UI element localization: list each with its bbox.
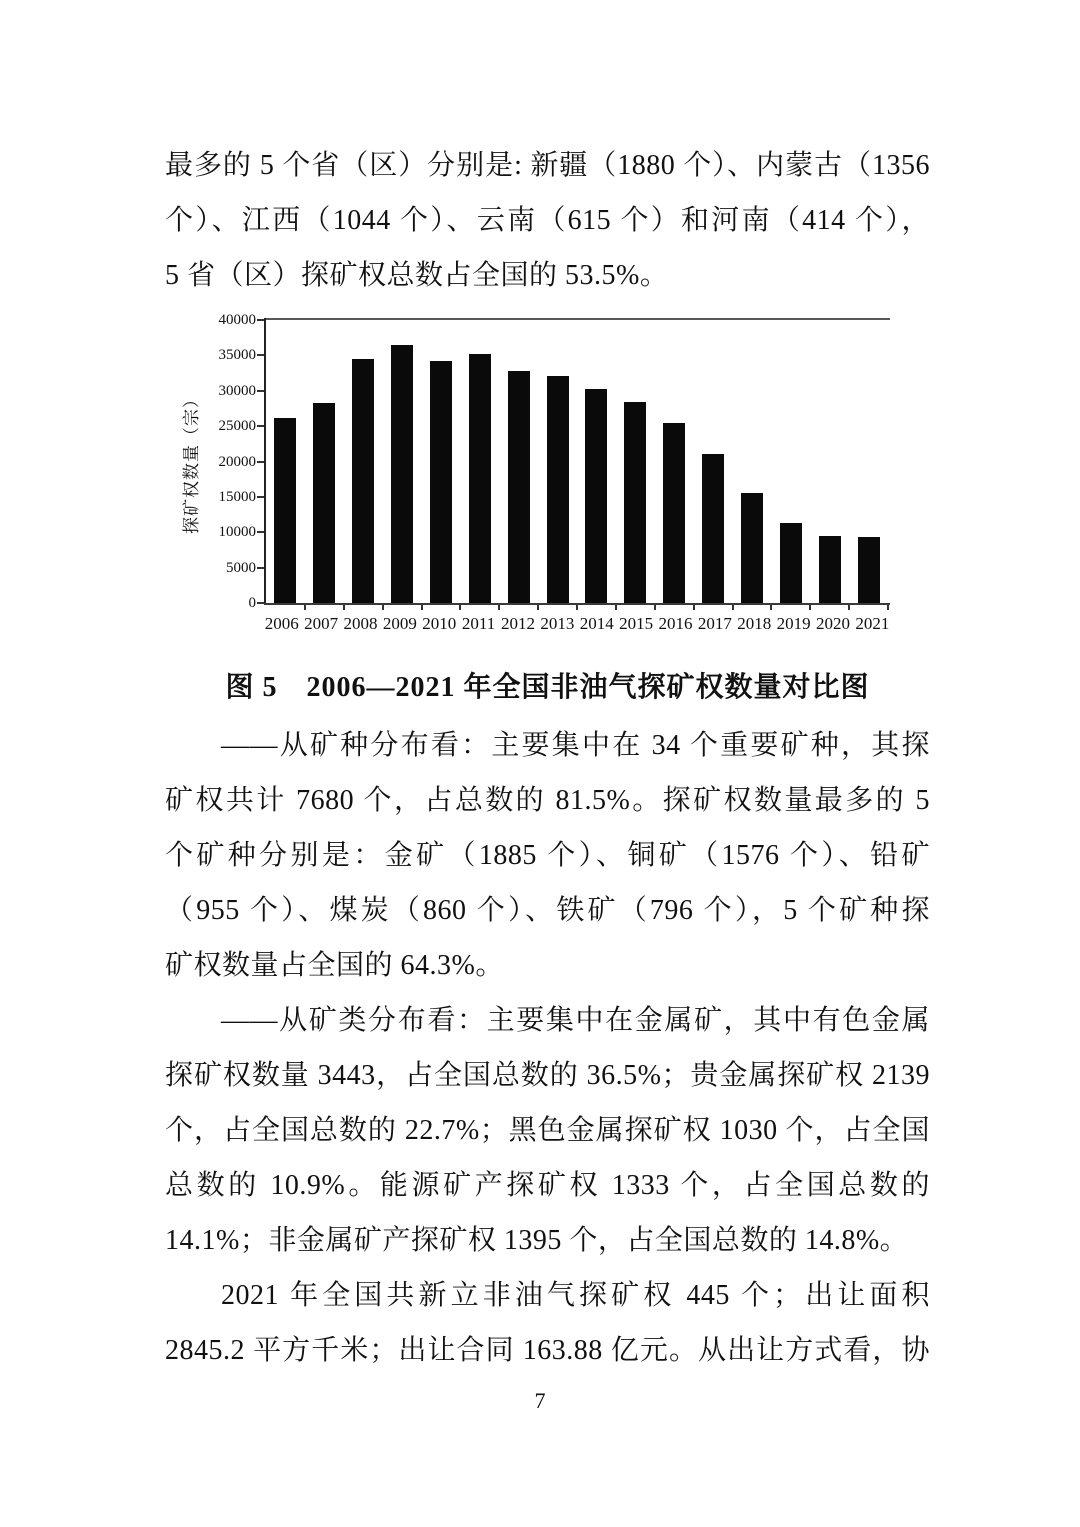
x-tick-mark: [576, 605, 578, 610]
bar-slot: [733, 320, 772, 603]
text-line: 总数的 10.9%。能源矿产探矿权 1333 个，占全国总数的: [165, 1170, 930, 1201]
y-tick-label: 15000: [218, 488, 256, 505]
x-tick-mark: [459, 605, 461, 610]
x-tick-label: 2013: [540, 614, 575, 633]
x-tick-mark: [304, 605, 306, 610]
bar-2015: [624, 402, 646, 603]
bar-slot: [422, 320, 461, 603]
bar-2018: [741, 493, 763, 603]
y-tick-label: 5000: [226, 559, 256, 576]
x-tick-label: 2014: [579, 614, 614, 633]
x-tick-mark: [615, 605, 617, 610]
x-tick-label: 2010: [422, 614, 457, 633]
x-tick-label: 2020: [815, 614, 850, 633]
x-axis-tick-marks: [266, 605, 888, 611]
y-tick-label: 20000: [218, 453, 256, 470]
text-line: （955 个）、煤炭（860 个）、铁矿（796 个），5 个矿种探: [165, 895, 930, 926]
text-line: 2021 年全国共新立非油气探矿权 445 个；出让面积: [221, 1280, 930, 1311]
x-tick-mark: [498, 605, 500, 610]
bar-slot: [655, 320, 694, 603]
x-tick-mark: [654, 605, 656, 610]
x-tick-label: 2019: [776, 614, 811, 633]
bar-slot: [499, 320, 538, 603]
bar-2009: [391, 345, 413, 603]
paragraph-mineral-types: [165, 718, 930, 993]
x-tick-label: 2016: [658, 614, 693, 633]
bar-2008: [352, 359, 374, 603]
x-tick-label: 2007: [304, 614, 339, 633]
bar-2021: [858, 537, 880, 604]
bar-slot: [810, 320, 849, 603]
y-tick-label: 25000: [218, 418, 256, 435]
x-tick-mark: [848, 605, 850, 610]
x-axis-tick-labels: [262, 614, 892, 640]
page-number: 7: [534, 1388, 546, 1413]
x-tick-mark: [343, 605, 345, 610]
x-tick-mark: [887, 605, 889, 610]
text-line: ——从矿种分布看：主要集中在 34 个重要矿种，其探: [221, 730, 930, 761]
text-line: ——从矿类分布看：主要集中在金属矿，其中有色金属: [221, 1005, 930, 1036]
bar-2014: [585, 389, 607, 603]
y-tick-label: 0: [248, 595, 256, 611]
bar-slot: [460, 320, 499, 603]
text-line: 矿权数量占全国的 64.3%。: [165, 950, 504, 981]
x-tick-label: 2012: [500, 614, 535, 633]
y-axis-label: 探矿权数量（宗）: [182, 390, 201, 534]
bar-2020: [819, 536, 841, 603]
bar-slot: [305, 320, 344, 603]
text-line: 14.1%；非金属矿产探矿权 1395 个，占全国总数的 14.8%。: [165, 1225, 909, 1256]
bar-2007: [313, 403, 335, 603]
bar-slot: [538, 320, 577, 603]
bar-slot: [577, 320, 616, 603]
text-line: 个，占全国总数的 22.7%；黑色金属探矿权 1030 个，占全国: [165, 1115, 930, 1146]
x-tick-label: 2021: [855, 614, 890, 633]
x-tick-label: 2018: [737, 614, 772, 633]
text-line: 个矿种分别是：金矿（1885 个）、铜矿（1576 个）、铅矿: [165, 840, 930, 871]
x-tick-mark: [809, 605, 811, 610]
figure-caption: 图 5 2006—2021 年全国非油气探矿权数量对比图: [225, 672, 870, 703]
x-tick-mark: [382, 605, 384, 610]
y-tick-label: 30000: [218, 382, 256, 399]
x-tick-mark: [693, 605, 695, 610]
text-line: 探矿权数量 3443，占全国总数的 36.5%；贵金属探矿权 2139: [165, 1060, 930, 1091]
bar-slot: [266, 320, 305, 603]
x-tick-label: 2009: [382, 614, 417, 633]
x-tick-label: 2017: [697, 614, 732, 633]
x-tick-label: 2015: [619, 614, 654, 633]
bar-2010: [430, 361, 452, 603]
bar-slot: [344, 320, 383, 603]
y-tick-label: 35000: [218, 347, 256, 364]
x-tick-label: 2011: [461, 614, 496, 633]
bar-2006: [274, 418, 296, 603]
bar-slot: [771, 320, 810, 603]
bar-2013: [547, 376, 569, 603]
x-tick-label: 2008: [343, 614, 378, 633]
x-tick-mark: [421, 605, 423, 610]
bar-slot: [694, 320, 733, 603]
text-line: 2845.2 平方千米；出让合同 163.88 亿元。从出让方式看，协: [165, 1335, 930, 1366]
text-line: 个）、江西（1044 个）、云南（615 个）和河南（414 个），: [165, 205, 930, 236]
x-tick-label: 2006: [264, 614, 299, 633]
y-axis-tick-labels: [150, 312, 256, 611]
bar-2012: [508, 371, 530, 603]
text-line: 矿权共计 7680 个，占总数的 81.5%。探矿权数量最多的 5: [165, 785, 930, 816]
text-line: 最多的 5 个省（区）分别是: 新疆（1880 个）、内蒙古（1356: [165, 150, 930, 181]
text-line: 5 省（区）探矿权总数占全国的 53.5%。: [165, 260, 669, 291]
bar-slot: [849, 320, 888, 603]
bar-slot: [383, 320, 422, 603]
paragraph-mineral-classes: [165, 993, 930, 1268]
bar-2016: [663, 423, 685, 603]
x-tick-mark: [732, 605, 734, 610]
x-tick-mark: [537, 605, 539, 610]
paragraph-provinces: [165, 138, 930, 303]
bar-2011: [469, 354, 491, 603]
bar-2019: [780, 523, 802, 603]
plot-area: [266, 320, 888, 603]
x-tick-mark: [770, 605, 772, 610]
y-tick-label: 40000: [218, 312, 256, 328]
paragraph-new-rights-2021: [165, 1268, 930, 1378]
bar-slot: [616, 320, 655, 603]
y-tick-label: 10000: [218, 524, 256, 541]
bar-2017: [702, 454, 724, 603]
